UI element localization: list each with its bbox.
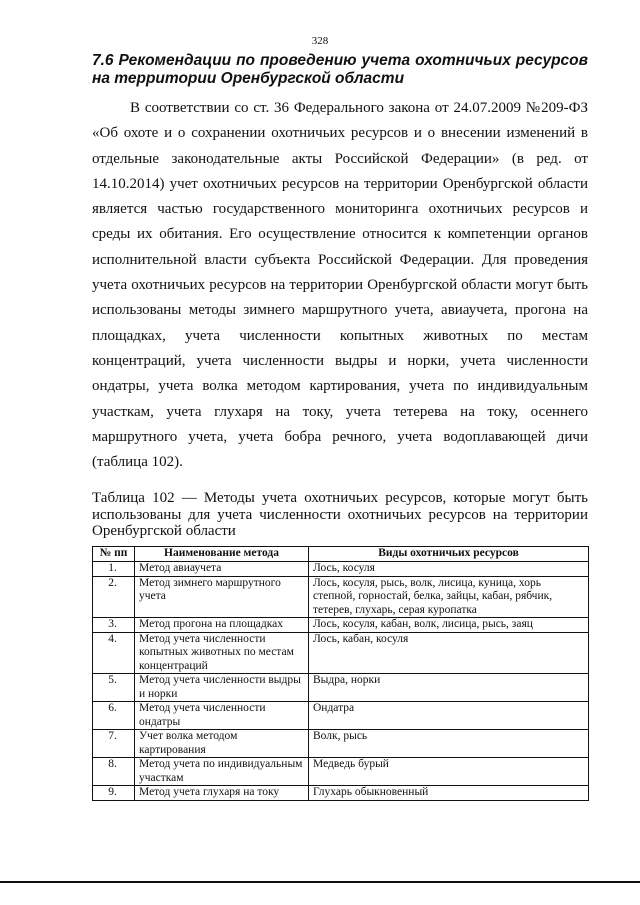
table-row bbox=[93, 758, 589, 786]
footer-divider bbox=[0, 881, 640, 883]
table-caption: Таблица 102 — Методы учета охотничьих ресурсов, которые могут быть использованы для учета численности охотничьих ресурсов на территории Оренбургской области bbox=[92, 490, 588, 539]
row-species: Ондатра bbox=[309, 702, 589, 730]
row-number: 5. bbox=[93, 674, 135, 702]
row-number: 7. bbox=[93, 730, 135, 758]
table-row bbox=[93, 562, 589, 577]
row-method: Учет волка методом картирования bbox=[135, 730, 309, 758]
row-method: Метод учета численности копытных животных по местам концентраций bbox=[135, 632, 309, 674]
row-method: Метод учета по индивидуальным участкам bbox=[135, 758, 309, 786]
row-species: Лось, кабан, косуля bbox=[309, 632, 589, 674]
row-species: Глухарь обыкновенный bbox=[309, 786, 589, 801]
table-row bbox=[93, 576, 589, 618]
table-row bbox=[93, 674, 589, 702]
section-heading: 7.6 Рекомендации по проведению учета охотничьих ресурсов на территории Оренбургской области bbox=[92, 52, 588, 87]
row-species: Лось, косуля, рысь, волк, лисица, куница, хорь степной, горностай, белка, зайцы, кабан, рябчик, тетерев, глухарь, серая куропатка bbox=[309, 576, 589, 618]
row-number: 4. bbox=[93, 632, 135, 674]
row-species: Выдра, норки bbox=[309, 674, 589, 702]
row-species: Лось, косуля bbox=[309, 562, 589, 577]
table-header-row bbox=[93, 547, 589, 562]
row-method: Метод учета глухаря на току bbox=[135, 786, 309, 801]
row-method: Метод зимнего маршрутного учета bbox=[135, 576, 309, 618]
row-number: 3. bbox=[93, 618, 135, 633]
table-row bbox=[93, 632, 589, 674]
table-row bbox=[93, 618, 589, 633]
row-number: 2. bbox=[93, 576, 135, 618]
body-paragraph: В соответствии со ст. 36 Федерального закона от 24.07.2009 №209-ФЗ «Об охоте и о сохранении охотничьих ресурсов и о внесении изменений в отдельные законодательные акты Российской Федерации» (в ред. от 14.10.2014) учет охотничьих ресурсов на территории Оренбургской области является частью государственного мониторинга охотничьих ресурсов и среды их обитания. Его осуществление относится к компетенции органов исполнительной власти субъекта Российской Федерации. Для проведения учета охотничьих ресурсов на территории Оренбургской области могут быть использованы методы зимнего маршрутного учета, авиаучета, прогона на площадках, учета численности копытных животных по местам концентраций, учета численности выдры и норки, учета численности ондатры, учета волка методом картирования, учета по индивидуальным участкам, учета глухаря на току, учета тетерева на току, осеннего маршрутного учета, учета бобра речного, учета водоплавающей дичи (таблица 102). bbox=[92, 100, 588, 471]
table-row bbox=[93, 730, 589, 758]
header-number: № пп bbox=[93, 547, 135, 562]
row-number: 1. bbox=[93, 562, 135, 577]
row-method: Метод учета численности ондатры bbox=[135, 702, 309, 730]
row-number: 6. bbox=[93, 702, 135, 730]
row-species: Лось, косуля, кабан, волк, лисица, рысь, заяц bbox=[309, 618, 589, 633]
row-number: 9. bbox=[93, 786, 135, 801]
row-species: Медведь бурый bbox=[309, 758, 589, 786]
row-method: Метод авиаучета bbox=[135, 562, 309, 577]
row-method: Метод учета численности выдры и норки bbox=[135, 674, 309, 702]
row-number: 8. bbox=[93, 758, 135, 786]
row-species: Волк, рысь bbox=[309, 730, 589, 758]
table-row bbox=[93, 786, 589, 801]
header-species: Виды охотничьих ресурсов bbox=[309, 547, 589, 562]
page-number: 328 bbox=[311, 35, 329, 47]
header-method: Наименование метода bbox=[135, 547, 309, 562]
table-row bbox=[93, 702, 589, 730]
row-method: Метод прогона на площадках bbox=[135, 618, 309, 633]
methods-table bbox=[92, 546, 589, 801]
